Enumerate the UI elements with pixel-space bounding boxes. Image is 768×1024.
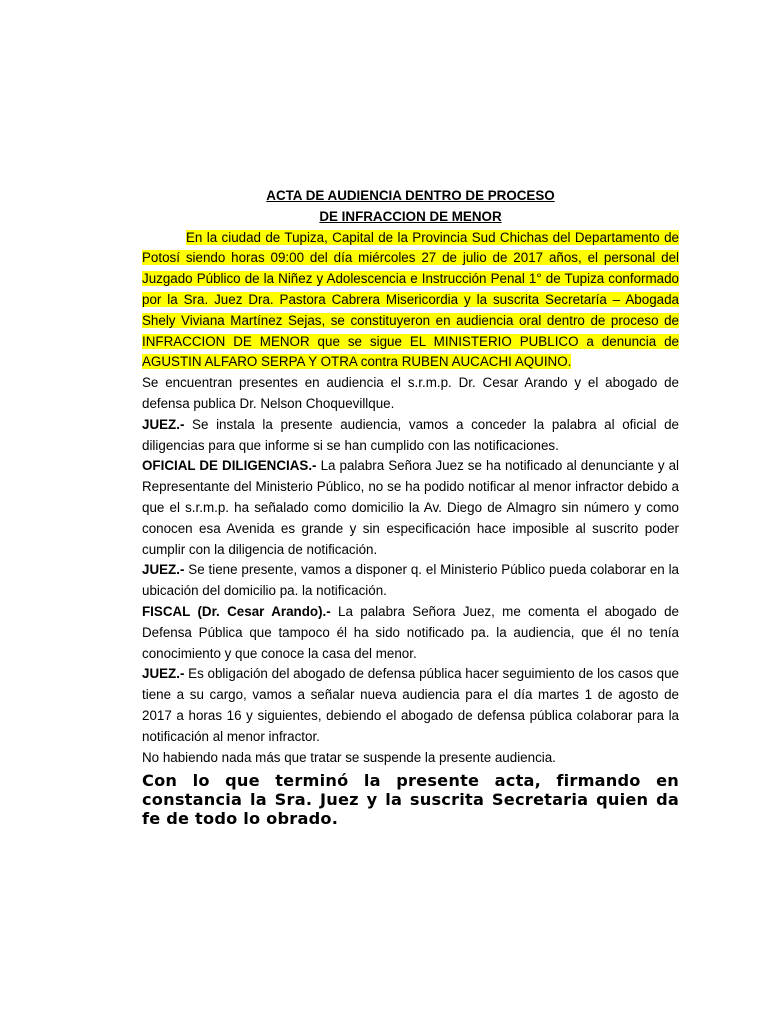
intro-paragraph [142, 228, 679, 374]
speaker-label: JUEZ.- [142, 666, 185, 682]
closing-statement: Con lo que terminó la presente acta, firmando en constancia la Sra. Juez y la suscrita Secretaria quien da fe de todo lo obrado. [142, 771, 679, 828]
document-title-line-1: ACTA DE AUDIENCIA DENTRO DE PROCESO [266, 188, 555, 203]
intro-text-highlighted: En la ciudad de Tupiza, Capital de la Provincia Sud Chichas del Departamento de Potosí siendo horas 09:00 del día miércoles 27 de julio de 2017 años, el personal del Juzgado Público de la Niñez y Adolescencia e Instrucción Penal 1° de Tupiza conformado por la Sra. Juez Dra. Pastora Cabrera Misericordia y la suscrita Secretaría – Abogada Shely Viviana Martínez Sejas, se constituyeron en audiencia oral dentro de proceso de INFRACCION DE MENOR que se sigue EL MINISTERIO PUBLICO a denuncia de AGUSTIN ALFARO SERPA Y OTRA contra RUBEN AUCACHI AQUINO. [142, 229, 679, 370]
entry-paragraph [142, 602, 679, 664]
document-title-line-2: DE INFRACCION DE MENOR [319, 208, 502, 224]
entry-text: Se tiene presente, vamos a disponer q. el Ministerio Público pueda colaborar en la ubicación del domicilio pa. la notificación. [142, 562, 679, 599]
speaker-label: FISCAL (Dr. Cesar Arando).- [142, 603, 331, 619]
speaker-label: OFICIAL DE DILIGENCIAS.- [142, 458, 317, 474]
document-body [142, 186, 679, 828]
entry-paragraph [142, 560, 679, 602]
entry-text: La palabra Señora Juez, me comenta el abogado de Defensa Pública que tampoco él ha sido notificado pa. la audiencia, que él no tenía conocimiento y que conoce la casa del menor. [142, 603, 679, 661]
entry-paragraph [142, 456, 679, 560]
entry-text: La palabra Señora Juez se ha notificado al denunciante y al Representante del Ministerio Público, no se ha podido notificar al menor infractor debido a que el s.r.m.p. ha señalado como domicilio la Av. Diego de Almagro sin número y como conocen esa Avenida es grande y sin especificación hace imposible al suscrito poder cumplir con la diligencia de notificación. [142, 458, 679, 557]
entry-paragraph [142, 415, 679, 457]
suspension-paragraph: No habiendo nada más que tratar se suspende la presente audiencia. [142, 749, 556, 765]
entry-text: Es obligación del abogado de defensa pública hacer seguimiento de los casos que tiene a su cargo, vamos a señalar nueva audiencia para el día martes 1 de agosto de 2017 a horas 16 y siguientes, debiendo el abogado de defensa pública colaborar para la notificación al menor infractor. [142, 666, 679, 744]
speaker-label: JUEZ.- [142, 416, 185, 432]
speaker-label: JUEZ.- [142, 562, 185, 578]
presence-paragraph: Se encuentran presentes en audiencia el s.r.m.p. Dr. Cesar Arando y el abogado de defensa publica Dr. Nelson Choquevillque. [142, 375, 679, 411]
entry-text: Se instala la presente audiencia, vamos a conceder la palabra al oficial de diligencias para que informe si se han cumplido con las notificaciones. [142, 416, 679, 453]
entry-paragraph [142, 664, 679, 747]
